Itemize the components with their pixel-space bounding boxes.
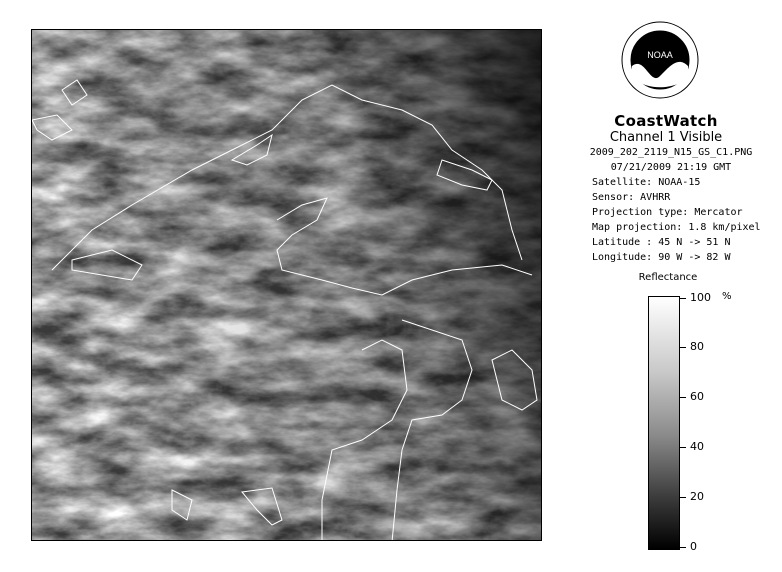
unit-label: % [722, 291, 732, 302]
title-panel [566, 112, 766, 145]
tick-label-20: 20 [690, 490, 704, 503]
reflectance-label: Reflectance [638, 272, 698, 283]
tick-80 [680, 347, 686, 348]
filename: 2009_202_2119_N15_GS_C1.PNG [589, 147, 753, 158]
tick-20 [680, 497, 686, 498]
tick-label-80: 80 [690, 340, 704, 353]
sensor: Sensor: AVHRR [592, 192, 671, 203]
noaa-logo [620, 16, 700, 108]
tick-label-100: 100 [690, 291, 711, 304]
channel-label: Channel 1 Visible [609, 130, 723, 145]
datetime: 07/21/2009 21:19 GMT [610, 162, 732, 173]
tick-100 [680, 298, 686, 299]
tick-label-60: 60 [690, 390, 704, 403]
metadata-block [566, 145, 776, 265]
tick-label-0: 0 [690, 540, 697, 553]
brand-title: CoastWatch [614, 112, 718, 130]
logo-text: NOAA [647, 50, 673, 60]
tick-40 [680, 447, 686, 448]
tick-label-40: 40 [690, 440, 704, 453]
projection-type: Projection type: Mercator [592, 207, 743, 218]
tick-60 [680, 397, 686, 398]
satellite-image [31, 29, 542, 541]
reflectance-colorbar [648, 296, 680, 550]
latitude: Latitude : 45 N -> 51 N [592, 237, 731, 248]
map-projection: Map projection: 1.8 km/pixel [592, 222, 761, 233]
longitude: Longitude: 90 W -> 82 W [592, 252, 731, 263]
satellite: Satellite: NOAA-15 [592, 177, 701, 188]
tick-0 [680, 547, 686, 548]
